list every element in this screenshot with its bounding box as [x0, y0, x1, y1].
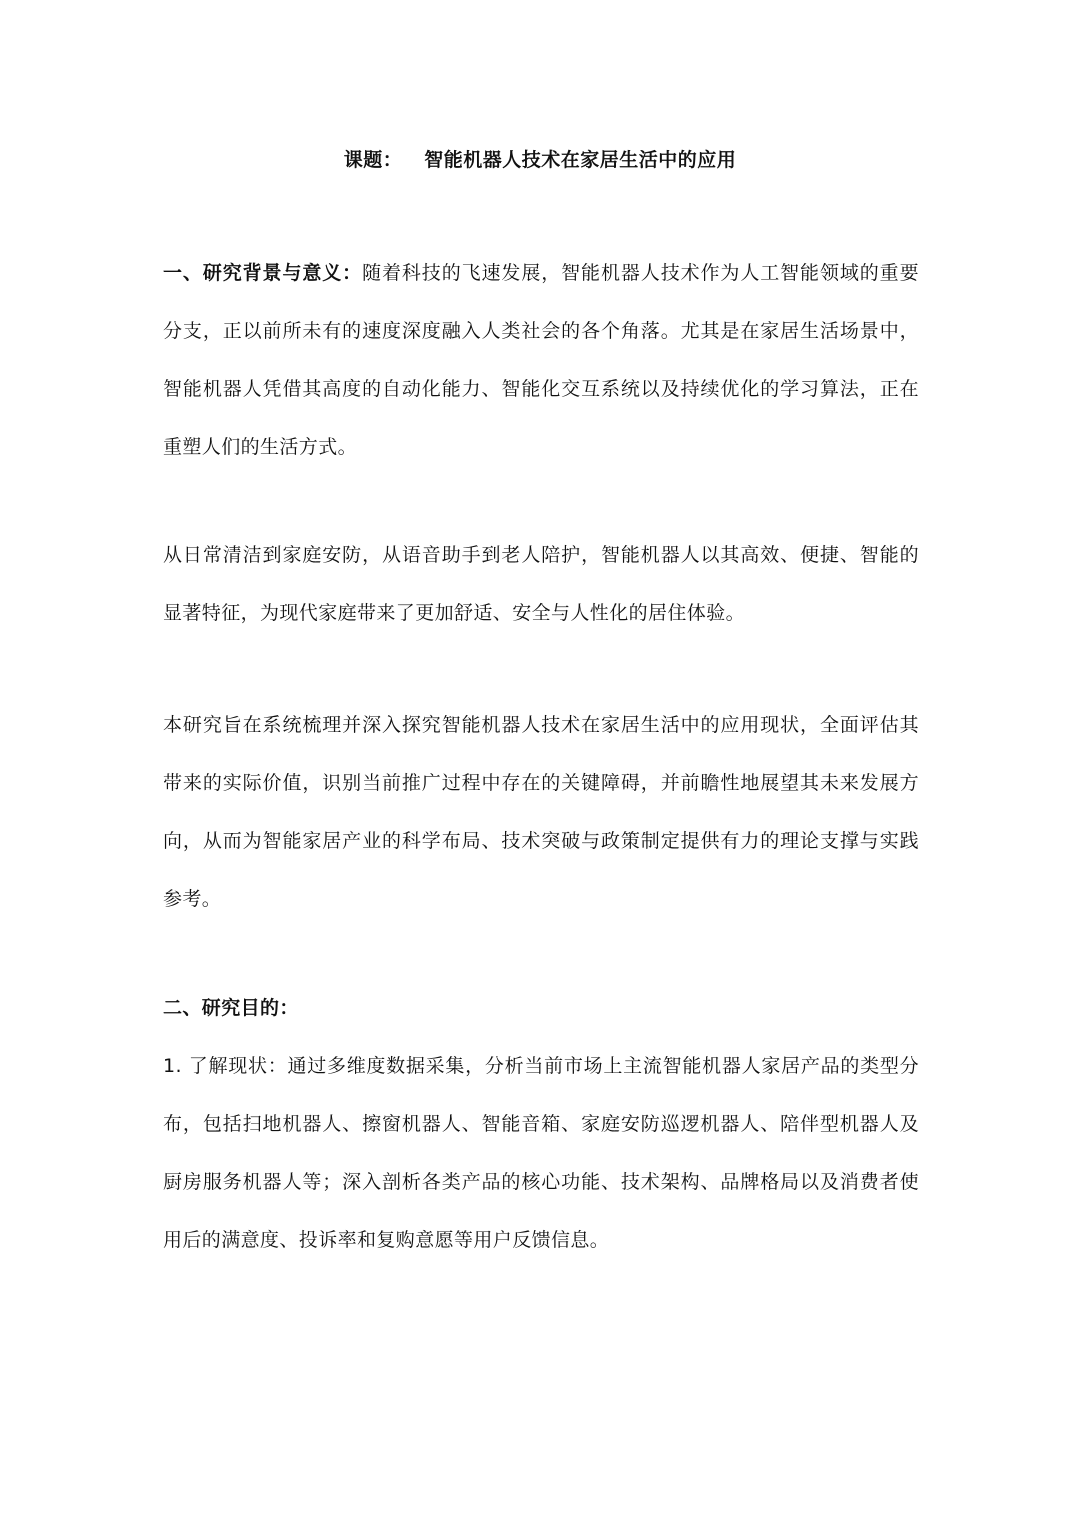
section1-paragraph2-block: [163, 526, 919, 642]
section-background-significance: [163, 244, 919, 476]
section1-paragraph1: [163, 244, 919, 476]
section1-paragraph3: 本研究旨在系统梳理并深入探究智能机器人技术在家居生活中的应用现状，全面评估其带来的实际价值，识别当前推广过程中存在的关键障碍，并前瞻性地展望其未来发展方向，从而为智能家居产业的科学布局、技术突破与政策制定提供有力的理论支撑与实践参考。: [163, 714, 919, 910]
section-research-purpose: [163, 979, 919, 1269]
section2-item1: 1. 了解现状：通过多维度数据采集，分析当前市场上主流智能机器人家居产品的类型分布，包括扫地机器人、擦窗机器人、智能音箱、家庭安防巡逻机器人、陪伴型机器人及厨房服务机器人等；深入剖析各类产品的核心功能、技术架构、品牌格局以及消费者使用后的满意度、投诉率和复购意愿等用户反馈信息。: [163, 1055, 919, 1251]
document-title: [0, 146, 1080, 174]
section1-paragraph1-text: 随着科技的飞速发展，智能机器人技术作为人工智能领域的重要分支，正以前所未有的速度深度融入人类社会的各个角落。尤其是在家居生活场景中，智能机器人凭借其高度的自动化能力、智能化交互系统以及持续优化的学习算法，正在重塑人们的生活方式。: [163, 262, 919, 458]
title-text: 智能机器人技术在家居生活中的应用: [424, 149, 737, 171]
title-label: 课题：: [343, 149, 403, 171]
section1-heading: 一、研究背景与意义：: [163, 262, 363, 284]
section1-paragraph3-block: [163, 696, 919, 928]
section1-paragraph2: 从日常清洁到家庭安防，从语音助手到老人陪护，智能机器人以其高效、便捷、智能的显著特征，为现代家庭带来了更加舒适、安全与人性化的居住体验。: [163, 544, 919, 624]
section2-heading: 二、研究目的：: [163, 997, 299, 1019]
